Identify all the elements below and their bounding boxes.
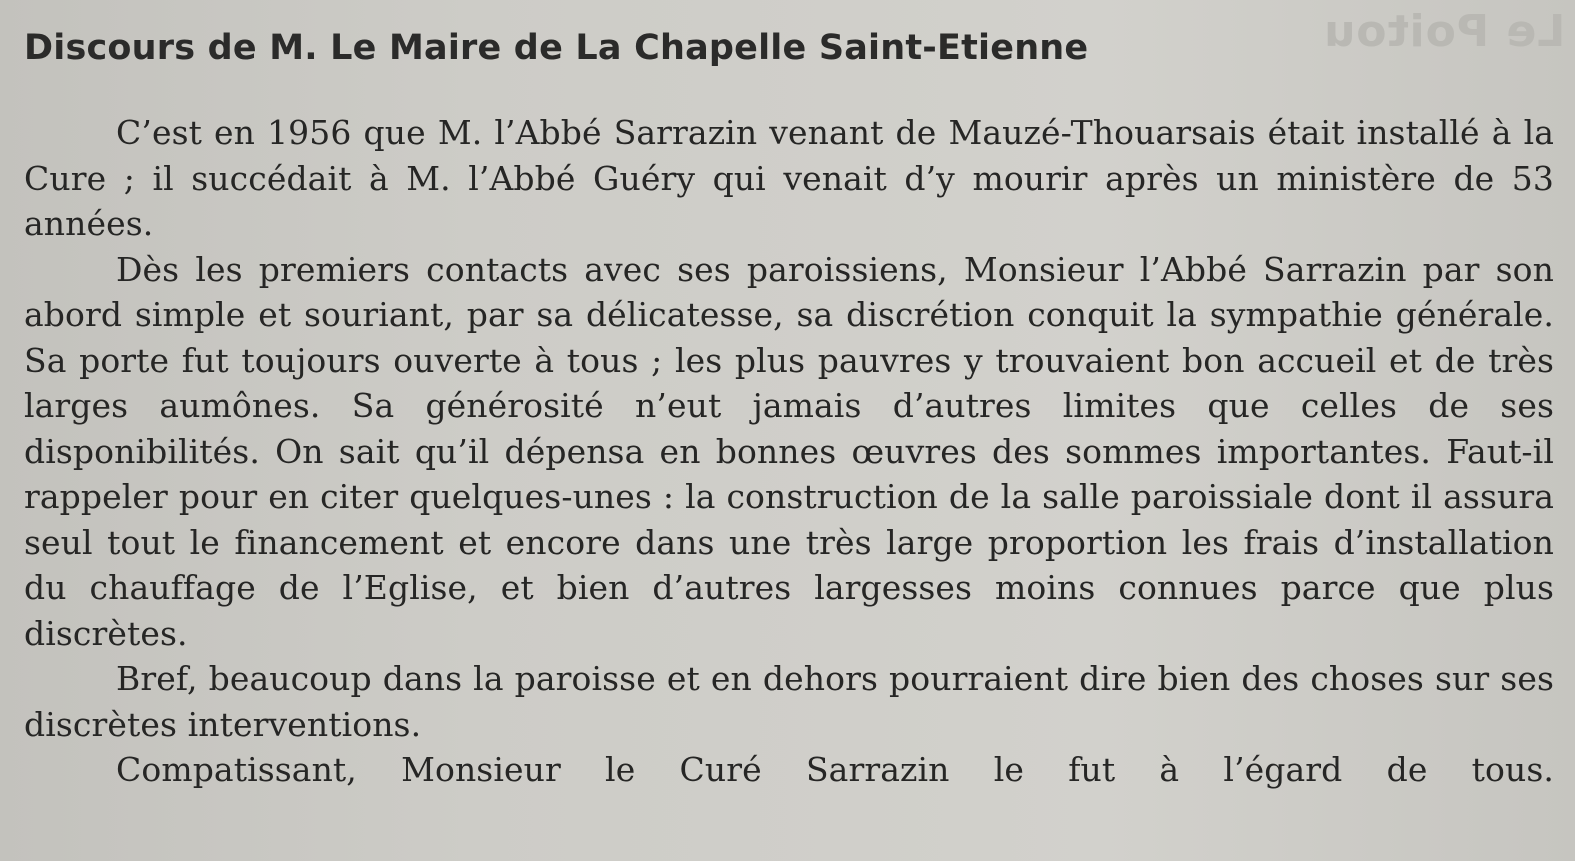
bleed-through-text: Le Poitou: [1322, 6, 1565, 57]
article-title: Discours de M. Le Maire de La Chapelle Saint-Etienne: [24, 28, 1089, 68]
article-body: [24, 110, 1554, 793]
paragraph-4: Compatissant, Monsieur le Curé Sarrazin le fut à l’égard de tous.: [116, 750, 1554, 789]
article: [24, 26, 1554, 793]
paragraph-2: Dès les premiers contacts avec ses paroissiens, Monsieur l’Abbé Sarrazin par son abord simple et souriant, par sa délicatesse, sa discrétion conquit la sympathie générale. Sa porte fut toujours ouverte à tous ; les plus pauvres y trouvaient bon accueil et de très larges aumônes. Sa générosité n’eut jamais d’autres limites que celles de ses disponibilités. On sait qu’il dépensa en bonnes œuvres des sommes importantes. Faut-il rappeler pour en citer quelques-unes : la construction de la salle paroissiale dont il assura seul tout le financement et encore dans une très large proportion les frais d’installation du chauffage de l’Eglise, et bien d’autres largesses moins connues parce que plus discrètes.: [24, 249, 1554, 653]
paragraph-3: Bref, beaucoup dans la paroisse et en dehors pourraient dire bien des choses sur ses discrètes interventions.: [24, 659, 1554, 744]
paragraph-1: C’est en 1956 que M. l’Abbé Sarrazin venant de Mauzé-Thouarsais était installé à la Cure ; il succédait à M. l’Abbé Guéry qui venait d’y mourir après un ministère de 53 années.: [24, 113, 1554, 243]
